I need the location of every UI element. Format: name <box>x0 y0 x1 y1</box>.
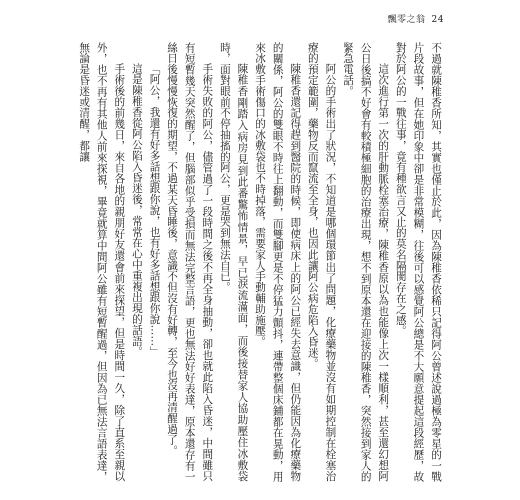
page-number: 24 <box>431 15 444 25</box>
paragraph: 陳稚香剛踏入病房見到此番驚怖情景，早已淚流滿面，而後接替家人協助壓住冰敷袋時，面對眼前不停抽搐的阿公，更是哭到無法自已。 <box>218 42 249 482</box>
paragraph: 手術失敗的阿公，儘管過了一段時間之後不再全身抽動，卻也就此陷入昏迷，中間雖只有短暫幾天突然醒了，但腦部似乎受損而無法完整言語，更也無法好好表達，原本還存有一絲日後慢慢恢復的期望，不過某天昏睡後，意識不但沒有好轉，至今也沒再清醒過了。 <box>166 42 214 482</box>
body-text <box>75 42 444 482</box>
paragraph: 這次進行第一次的肝動脈栓塞治療，陳稚香原以為也能像上次一樣順利，甚至還幻想阿公日後搞不好會有較積極細胞的治療出現，想不到原本還在迎接的陳稚香，突然接到家人的緊急電話。 <box>342 42 390 482</box>
paragraph: 這是陳稚香從阿公陷入昏迷後，常常在心中重複出現的話語。 <box>130 63 143 358</box>
paragraph: 手術後的前幾日，來自各地的親朋好友還會前來探望，但是時間一久，除了直系至親以外，也不再有其他人前來探視，畢竟就算中間阿公雖有短暫醒過，但因為已無法言語表達，無論是昏迷或清醒，都讓 <box>78 42 126 482</box>
paragraph: 不過就陳稚香所知，其實也僅止於此，因為陳稚香依稀只記得阿公曾述說過極為零星的一戰片段故事，但在她印象中卻是非常模糊，往後可以感覺阿公總是不大願意提起這段經歷，故對於阿公的一戰往事，竟有種欲言又止的莫名隔閡存在之感。 <box>394 42 442 482</box>
paragraph: 阿公的手術出了狀況，不知道是哪個環節出了問題，化療藥物並沒有如期控制在栓塞治療的預定範圍，藥物反而竄流至全身，也因此讓阿公病危陷入昏迷。 <box>306 42 337 482</box>
running-header <box>388 14 444 26</box>
paragraph: 陳稚香還記得趕到醫院的時候，即使病床上的阿公已經失去意識，但仍能因為化療藥物的關係，阿公的雙眼不時往上翻動，而雙腳更是不停猛力顫抖，連帶整個床鋪都在晃動，用來冰敷手術傷口的冰敷袋也不時掉落，需要家人手動輔助施壓。 <box>254 42 302 482</box>
book-title: 飄零之翁 <box>387 15 426 25</box>
quoted-paragraph: 「阿公，我還有好多話想跟你說，也有好多話想跟你說……」 <box>148 63 161 358</box>
